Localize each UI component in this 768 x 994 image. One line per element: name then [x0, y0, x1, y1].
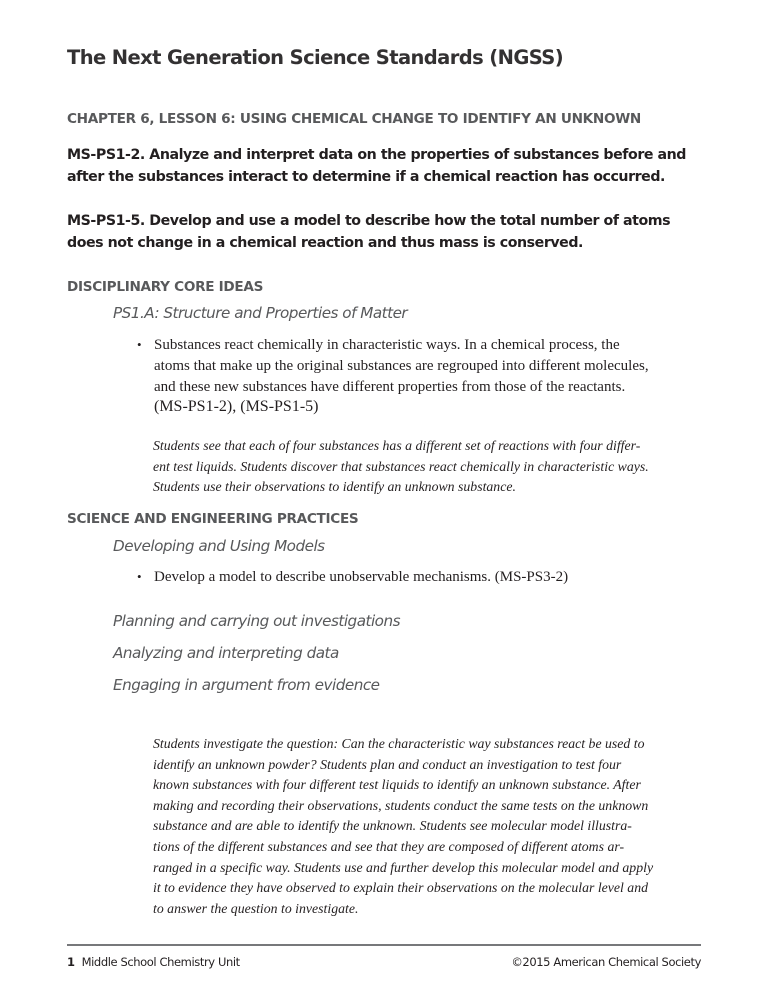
bullet-line: (MS-PS1-2), (MS-PS1-5): [154, 398, 319, 416]
bullet-line: Develop a model to describe unobservable mechanisms. (MS-PS3-2): [154, 569, 569, 585]
sep-bullet-item: [137, 567, 674, 588]
note-line: it to evidence they have observed to explain their observations on the molecular level and: [153, 880, 649, 896]
note-line: substance and are able to identify the unknown. Students see molecular model illustra-: [153, 818, 632, 834]
bullet-icon: •: [137, 337, 142, 352]
dci-bullet-item: [137, 335, 674, 418]
bullet-line: atoms that make up the original substances are regrouped into different molecules,: [154, 357, 649, 374]
copyright: ©2015 American Chemical Society: [511, 955, 701, 969]
subheading-ps1a: PS1.A: Structure and Properties of Matter: [113, 304, 408, 322]
unit-name: Middle School Chemistry Unit: [81, 955, 240, 969]
standard-ms-ps1-2: [67, 144, 686, 188]
footer-divider: [67, 944, 701, 946]
bullet-line: and these new substances have different properties from those of the reactants.: [154, 378, 626, 395]
note-line: Students investigate the question: Can the characteristic way substances react be used to: [153, 736, 645, 751]
page-footer: [67, 955, 701, 969]
bullet-text: [154, 335, 674, 418]
page-title: The Next Generation Science Standards (NGSS): [67, 46, 564, 69]
note-line: making and recording their observations, students conduct the same tests on the unknown: [153, 797, 649, 813]
standard-line: after the substances interact to determine if a chemical reaction has occurred.: [67, 169, 665, 185]
bullet-line: Substances react chemically in characteristic ways. In a chemical process, the: [154, 337, 620, 353]
section-heading-dci: DISCIPLINARY CORE IDEAS: [67, 279, 264, 295]
dci-note: [153, 436, 649, 498]
note-line: ranged in a specific way. Students use and further develop this molecular model and apply: [153, 859, 654, 875]
note-line: tions of the different substances and see that they are composed of different atoms ar-: [153, 838, 625, 854]
note-line: ent test liquids. Students discover that substances react chemically in characteristic ways.: [153, 458, 649, 474]
bullet-icon: •: [137, 569, 142, 584]
chapter-heading: CHAPTER 6, LESSON 6: USING CHEMICAL CHANGE TO IDENTIFY AN UNKNOWN: [67, 111, 641, 127]
subheading-developing-models: Developing and Using Models: [113, 537, 325, 555]
sep-note: [153, 734, 653, 919]
subheading-engaging-argument: Engaging in argument from evidence: [113, 676, 380, 694]
note-line: to answer the question to investigate.: [153, 900, 359, 916]
note-line: Students use their observations to identify an unknown substance.: [153, 479, 516, 495]
page-number: 1: [67, 955, 75, 969]
note-line: Students see that each of four substances has a different set of reactions with four differ-: [153, 438, 641, 453]
standard-line: does not change in a chemical reaction and thus mass is conserved.: [67, 235, 583, 251]
section-heading-sep: SCIENCE AND ENGINEERING PRACTICES: [67, 511, 359, 527]
bullet-text: [154, 567, 674, 588]
standard-line: MS-PS1-2. Analyze and interpret data on the properties of substances before and: [67, 147, 687, 163]
footer-left: [67, 955, 240, 969]
subheading-planning-investigations: Planning and carrying out investigations: [113, 612, 401, 630]
standard-ms-ps1-5: [67, 210, 670, 254]
note-line: known substances with four different test liquids to identify an unknown substance. After: [153, 777, 641, 793]
note-line: identify an unknown powder? Students plan and conduct an investigation to test four: [153, 756, 622, 772]
subheading-analyzing-data: Analyzing and interpreting data: [113, 644, 339, 662]
standard-line: MS-PS1-5. Develop and use a model to describe how the total number of atoms: [67, 213, 671, 229]
